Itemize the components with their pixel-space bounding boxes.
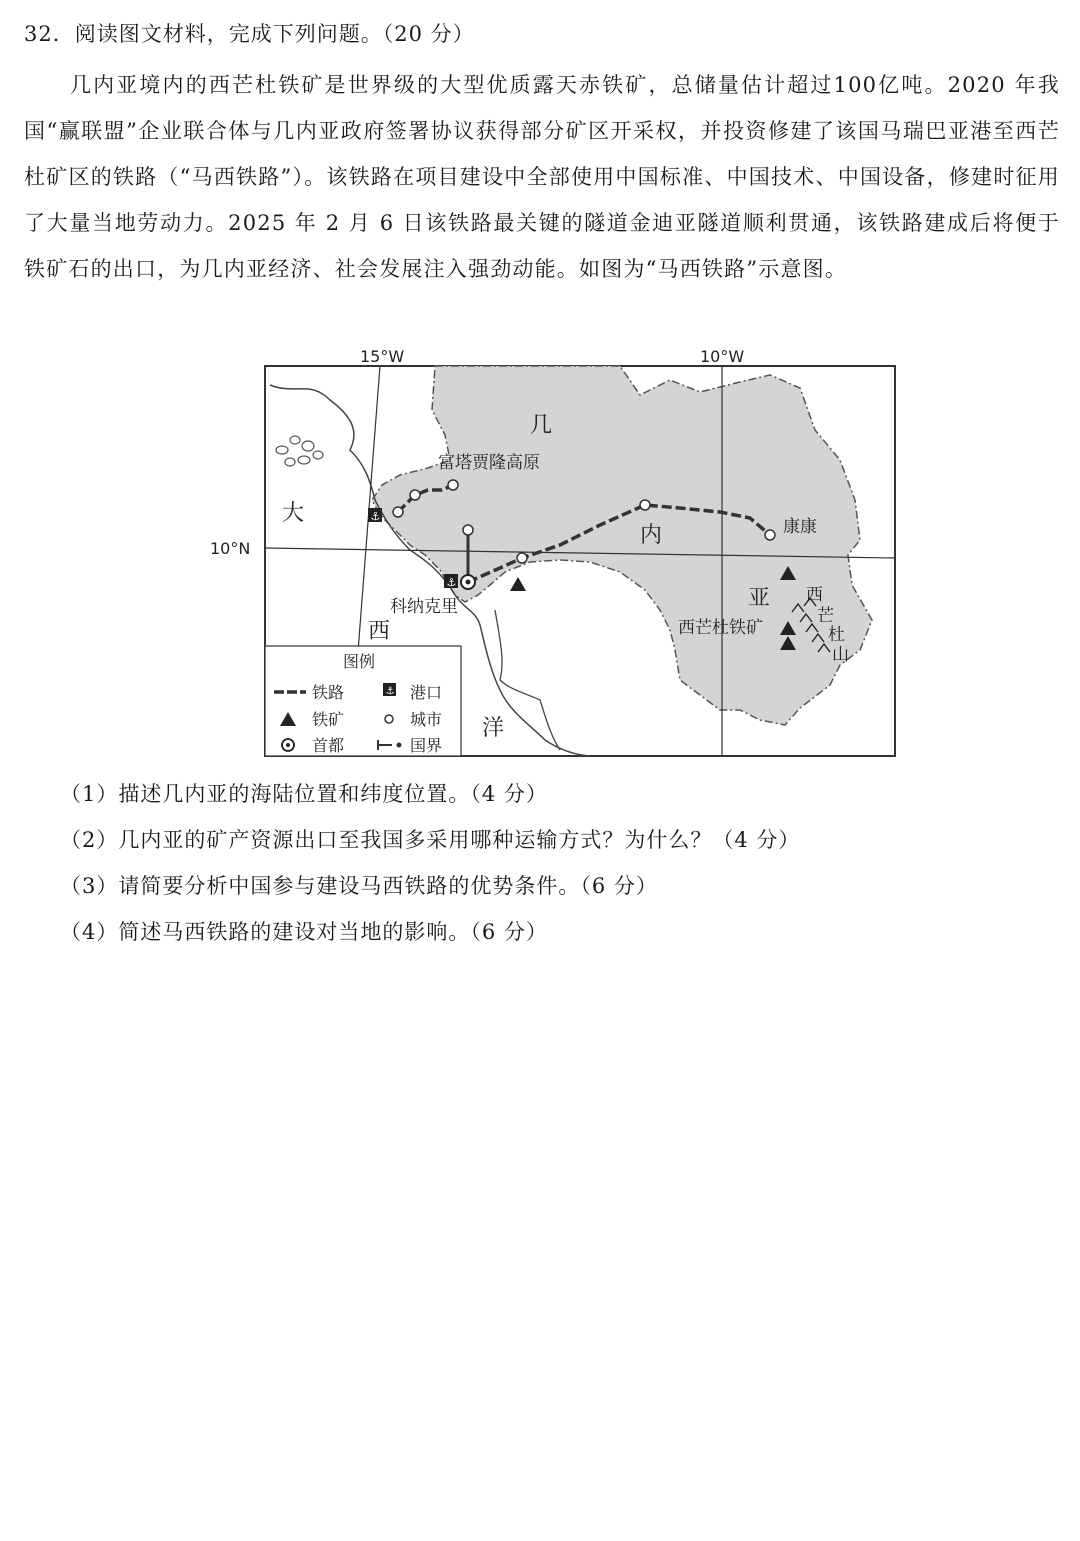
subquestion-4: （4）简述马西铁路的建设对当地的影响。（6 分） xyxy=(60,920,548,944)
subquestion-1: （1）描述几内亚的海陆位置和纬度位置。（4 分） xyxy=(60,782,548,806)
legend-iron: 铁矿 xyxy=(312,710,345,729)
legend-city-symbol xyxy=(385,715,393,723)
country-char-1: 几 xyxy=(530,413,553,438)
subquestion-2: （2）几内亚的矿产资源出口至我国多采用哪种运输方式？为什么？（4 分） xyxy=(60,828,801,852)
mountain-char-1: 西 xyxy=(806,585,823,605)
port-icon xyxy=(444,574,458,589)
legend-title: 图例 xyxy=(343,652,376,671)
legend-city: 城市 xyxy=(410,710,443,729)
city-marker xyxy=(463,525,473,535)
city-marker xyxy=(448,480,458,490)
mountain-char-3: 杜 xyxy=(828,625,845,645)
ocean-char-2: 西 xyxy=(368,619,391,644)
kankan-label: 康康 xyxy=(783,517,817,537)
lon-label-15w: 15°W xyxy=(360,347,405,366)
city-marker xyxy=(517,553,527,563)
svg-text:⚓: ⚓ xyxy=(446,576,457,589)
subquestion-3: （3）请简要分析中国参与建设马西铁路的优势条件。（6 分） xyxy=(60,874,658,898)
lon-label-10w: 10°W xyxy=(700,347,745,366)
country-char-2: 内 xyxy=(640,523,663,548)
material-paragraph: 几内亚境内的西芒杜铁矿是世界级的大型优质露天赤铁矿，总储量估计超过100亿吨。2020 年我国“赢联盟”企业联合体与几内亚政府签署协议获得部分矿区开采权，并投资修建了该国马瑞巴亚港至西芒杜矿区的铁路（“马西铁路”）。该铁路在项目建设中全部使用中国标准、中国技术、中国设备，修建时征用了大量当地劳动力。2025 年 2 月 6 日该铁路最关键的隧道金迪亚隧道顺利贯通，该铁路建成后将便于铁矿石的出口，为几内亚经济、社会发展注入强劲动能。如图为“马西铁路”示意图。 xyxy=(24,73,1060,281)
legend-border: 国界 xyxy=(410,736,443,755)
question-title: 32．阅读图文材料，完成下列问题。（20 分） xyxy=(24,22,475,46)
capital-label: 科纳克里 xyxy=(390,597,458,617)
ocean-char-3: 洋 xyxy=(482,716,505,741)
lat-label-10n: 10°N xyxy=(210,539,251,558)
mine-label: 西芒杜铁矿 xyxy=(678,618,763,638)
legend-capital: 首都 xyxy=(312,736,345,755)
city-marker xyxy=(640,500,650,510)
svg-text:⚓: ⚓ xyxy=(370,510,381,523)
mountain-char-2: 芒 xyxy=(817,606,834,626)
city-marker xyxy=(393,507,403,517)
plateau-label: 富塔贾隆高原 xyxy=(438,453,540,473)
port-icon xyxy=(368,508,382,523)
capital-marker xyxy=(461,575,475,589)
country-char-3: 亚 xyxy=(748,586,771,611)
railway-map xyxy=(200,340,900,760)
mountain-char-4: 山 xyxy=(832,645,849,665)
svg-text:⚓: ⚓ xyxy=(385,686,395,697)
legend-railway: 铁路 xyxy=(312,683,345,702)
city-marker xyxy=(410,490,420,500)
legend-port-symbol xyxy=(383,683,396,697)
city-marker-kankan xyxy=(765,530,775,540)
legend-port: 港口 xyxy=(410,683,443,702)
legend-capital-symbol xyxy=(282,739,294,751)
ocean-char-1: 大 xyxy=(282,501,305,526)
